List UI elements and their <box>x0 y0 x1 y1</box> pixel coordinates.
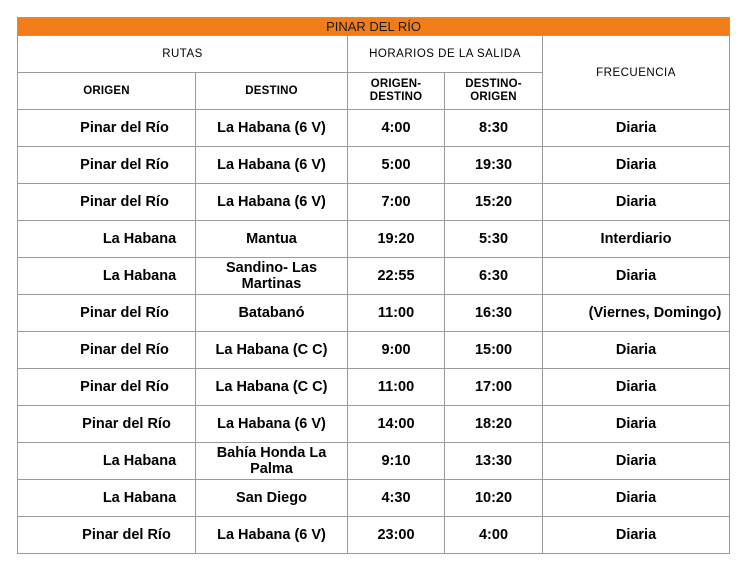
frequency-cell: Diaria <box>543 480 730 517</box>
header-horarios: HORARIOS DE LA SALIDA <box>348 36 543 73</box>
table-row <box>18 184 730 221</box>
departure-destination-origin-cell: 19:30 <box>445 147 543 184</box>
header-destino: DESTINO <box>196 73 348 110</box>
table-row <box>18 221 730 258</box>
departure-origin-destination-cell: 11:00 <box>348 295 445 332</box>
departure-origin-destination-cell: 5:00 <box>348 147 445 184</box>
table-row <box>18 332 730 369</box>
table-row <box>18 443 730 480</box>
departure-destination-origin-cell: 15:20 <box>445 184 543 221</box>
origin-cell: Pinar del Río <box>18 110 196 147</box>
header-frecuencia: FRECUENCIA <box>543 36 730 110</box>
destination-cell: San Diego <box>196 480 348 517</box>
frequency-cell: Diaria <box>543 184 730 221</box>
departure-origin-destination-cell: 4:00 <box>348 110 445 147</box>
table-row <box>18 295 730 332</box>
frequency-cell: Diaria <box>543 517 730 554</box>
departure-origin-destination-cell: 19:20 <box>348 221 445 258</box>
departure-destination-origin-cell: 8:30 <box>445 110 543 147</box>
frequency-cell: Diaria <box>543 258 730 295</box>
schedule-table <box>17 17 730 554</box>
table-row <box>18 517 730 554</box>
frequency-cell: (Viernes, Domingo) <box>543 295 730 332</box>
departure-destination-origin-cell: 10:20 <box>445 480 543 517</box>
departure-origin-destination-cell: 22:55 <box>348 258 445 295</box>
departure-destination-origin-cell: 16:30 <box>445 295 543 332</box>
destination-cell: La Habana (6 V) <box>196 406 348 443</box>
header-origen-destino: ORIGEN- DESTINO <box>348 73 445 110</box>
origin-cell: Pinar del Río <box>18 295 196 332</box>
frequency-cell: Diaria <box>543 443 730 480</box>
destination-cell: Bahía Honda La Palma <box>196 443 348 480</box>
departure-origin-destination-cell: 14:00 <box>348 406 445 443</box>
origin-cell: La Habana <box>18 443 196 480</box>
destination-cell: Batabanó <box>196 295 348 332</box>
departure-origin-destination-cell: 9:10 <box>348 443 445 480</box>
table-row <box>18 480 730 517</box>
destination-cell: Sandino- Las Martinas <box>196 258 348 295</box>
departure-destination-origin-cell: 18:20 <box>445 406 543 443</box>
destination-cell: La Habana (6 V) <box>196 110 348 147</box>
schedule-rows <box>18 110 730 554</box>
table-row <box>18 147 730 184</box>
destination-cell: La Habana (C C) <box>196 369 348 406</box>
origin-cell: Pinar del Río <box>18 147 196 184</box>
header-rutas: RUTAS <box>18 36 348 73</box>
header-origen: ORIGEN <box>18 73 196 110</box>
origin-cell: Pinar del Río <box>18 369 196 406</box>
origin-cell: Pinar del Río <box>18 184 196 221</box>
departure-destination-origin-cell: 6:30 <box>445 258 543 295</box>
table-title: PINAR DEL RÍO <box>18 18 730 36</box>
origin-cell: La Habana <box>18 221 196 258</box>
origin-cell: Pinar del Río <box>18 332 196 369</box>
frequency-cell: Diaria <box>543 332 730 369</box>
departure-origin-destination-cell: 11:00 <box>348 369 445 406</box>
departure-origin-destination-cell: 7:00 <box>348 184 445 221</box>
destination-cell: La Habana (6 V) <box>196 184 348 221</box>
departure-origin-destination-cell: 9:00 <box>348 332 445 369</box>
departure-destination-origin-cell: 13:30 <box>445 443 543 480</box>
table-row <box>18 406 730 443</box>
departure-destination-origin-cell: 17:00 <box>445 369 543 406</box>
departure-destination-origin-cell: 15:00 <box>445 332 543 369</box>
origin-cell: La Habana <box>18 258 196 295</box>
frequency-cell: Interdiario <box>543 221 730 258</box>
frequency-cell: Diaria <box>543 369 730 406</box>
frequency-cell: Diaria <box>543 406 730 443</box>
departure-destination-origin-cell: 5:30 <box>445 221 543 258</box>
origin-cell: La Habana <box>18 480 196 517</box>
destination-cell: La Habana (6 V) <box>196 517 348 554</box>
table-row <box>18 258 730 295</box>
frequency-cell: Diaria <box>543 147 730 184</box>
destination-cell: La Habana (6 V) <box>196 147 348 184</box>
departure-origin-destination-cell: 4:30 <box>348 480 445 517</box>
origin-cell: Pinar del Río <box>18 406 196 443</box>
destination-cell: La Habana (C C) <box>196 332 348 369</box>
departure-destination-origin-cell: 4:00 <box>445 517 543 554</box>
origin-cell: Pinar del Río <box>18 517 196 554</box>
table-row <box>18 369 730 406</box>
destination-cell: Mantua <box>196 221 348 258</box>
table-row <box>18 110 730 147</box>
frequency-cell: Diaria <box>543 110 730 147</box>
header-destino-origen: DESTINO- ORIGEN <box>445 73 543 110</box>
departure-origin-destination-cell: 23:00 <box>348 517 445 554</box>
